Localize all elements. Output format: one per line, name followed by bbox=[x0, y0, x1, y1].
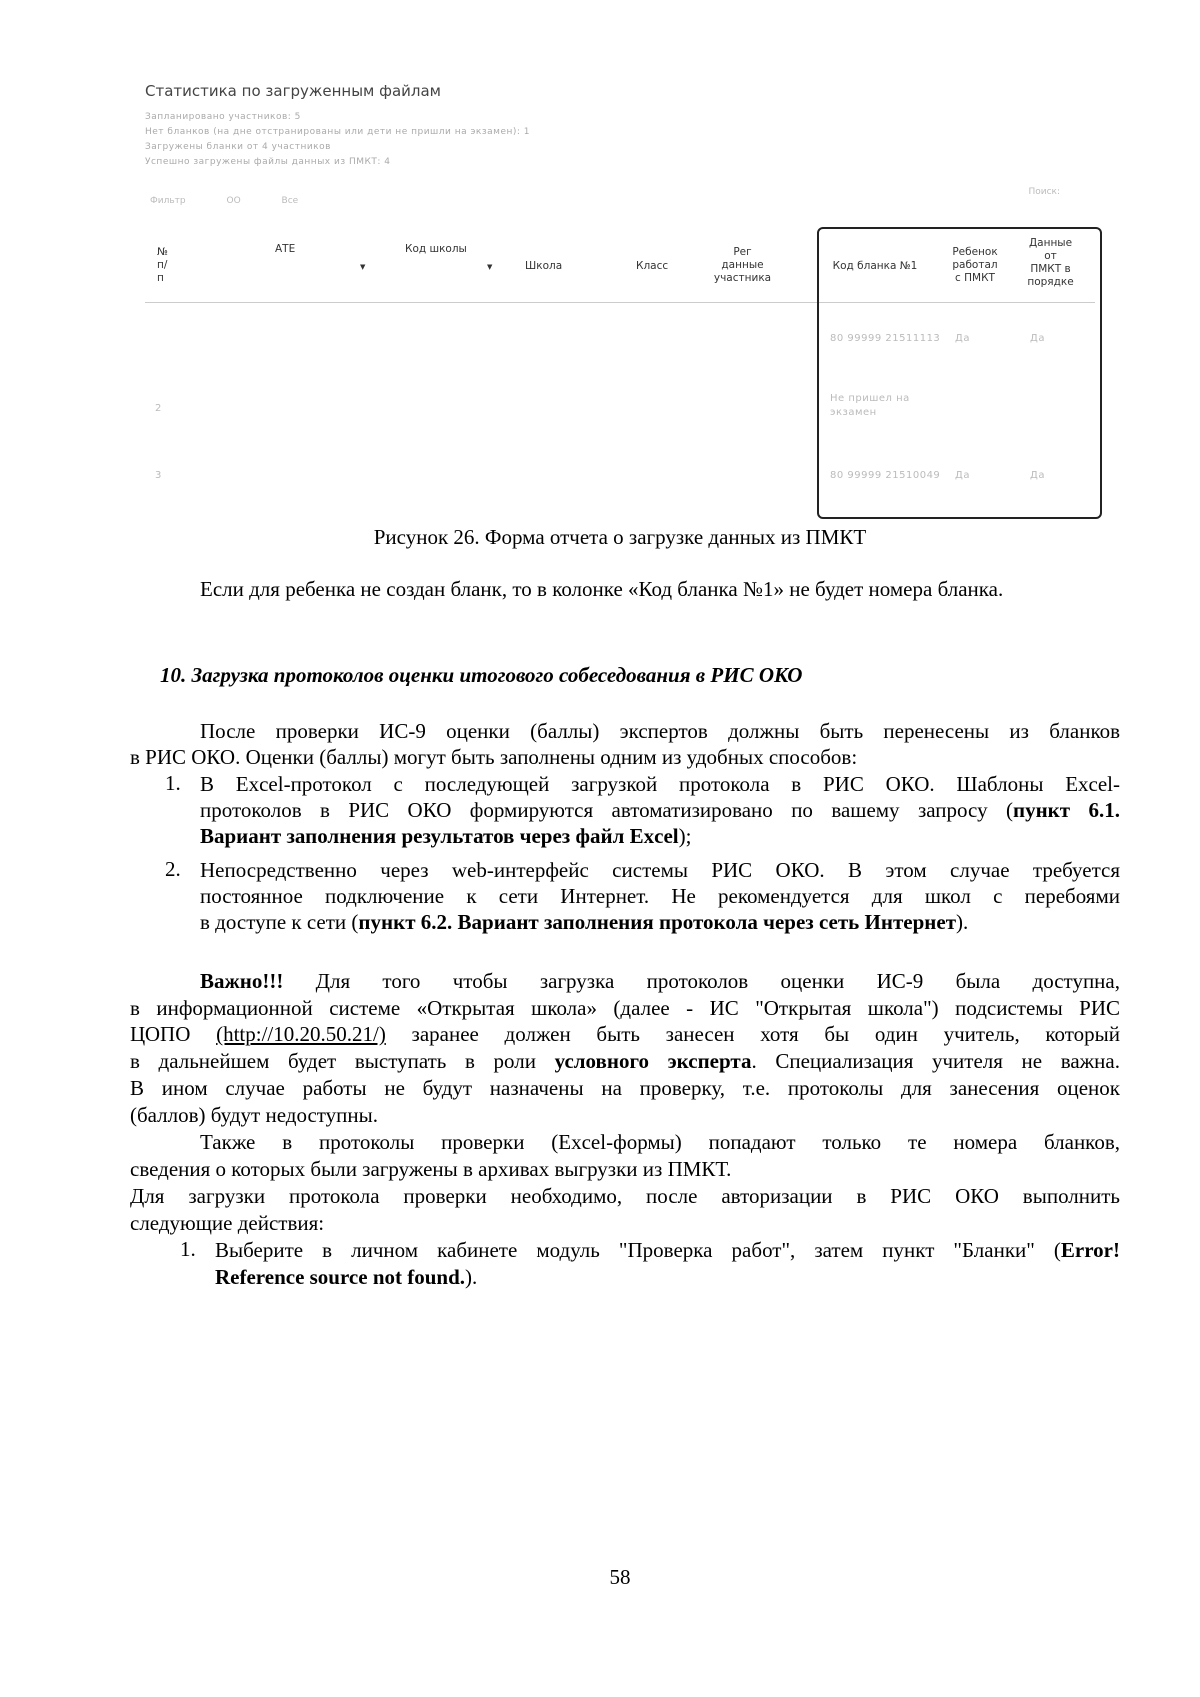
para-after-l1: После проверки ИС-9 оценки (баллы) экспертов должны быть перенесены из бланков bbox=[200, 719, 1120, 743]
list1-l2: протоколов в РИС ОКО формируются автоматизировано по вашему запросу (пункт 6.1. bbox=[200, 798, 1120, 822]
page-number: 58 bbox=[609, 1565, 631, 1589]
para-no-blank: Если для ребенка не создан бланк, то в колонке «Код бланка №1» не будет номера бланка. bbox=[200, 577, 1004, 601]
col-header-num[interactable]: № п/ п bbox=[157, 246, 168, 284]
step1-l1: Выберите в личном кабинете модуль "Проверка работ", затем пункт "Бланки" (Error! bbox=[215, 1238, 1120, 1262]
row3-blank-code: 80 99999 21510049 bbox=[830, 470, 941, 481]
row1-worked: Да bbox=[955, 333, 970, 344]
col-header-school-code[interactable]: Код школы bbox=[405, 243, 467, 255]
list2-l3: в доступе к сети (пункт 6.2. Вариант заполнения протокола через сеть Интернет). bbox=[200, 910, 969, 934]
row3-worked: Да bbox=[955, 470, 970, 481]
row2-num: 2 bbox=[155, 403, 162, 414]
stats-success: Успешно загружены файлы данных из ПМКТ: 4 bbox=[145, 157, 391, 167]
stats-title: Статистика по загруженным файлам bbox=[145, 82, 441, 100]
url-link[interactable]: (http://10.20.50.21/) bbox=[216, 1022, 386, 1046]
row3-data-ok: Да bbox=[1030, 470, 1045, 481]
report-screenshot bbox=[140, 70, 1100, 525]
stats-loaded: Загружены бланки от 4 участников bbox=[145, 142, 331, 152]
important-l3: ЦОПО (http://10.20.50.21/) заранее должен быть занесен хотя бы один учитель, который bbox=[130, 1022, 1121, 1046]
list2-l1: Непосредственно через web-интерфейс системы РИС ОКО. В этом случае требуется bbox=[200, 858, 1120, 882]
row1-data-ok: Да bbox=[1030, 333, 1045, 344]
step1-number: 1. bbox=[180, 1237, 196, 1261]
also-l2: сведения о которых были загружены в архивах выгрузки из ПМКТ. bbox=[130, 1157, 732, 1181]
filter-row bbox=[150, 196, 336, 206]
list1-l1: В Excel-протокол с последующей загрузкой протокола в РИС ОКО. Шаблоны Excel- bbox=[200, 772, 1120, 796]
col-header-child-worked[interactable]: Ребенок работал с ПМКТ bbox=[952, 246, 998, 284]
also-l1: Также в протоколы проверки (Excel-формы) попадают только те номера бланков, bbox=[200, 1130, 1120, 1154]
list2-l2: постоянное подключение к сети Интернет. Не рекомендуется для школ с перебоями bbox=[200, 884, 1120, 908]
important-l1: Важно!!! Для того чтобы загрузка протоколов оценки ИС-9 была доступна, bbox=[200, 969, 1120, 993]
highlight-box bbox=[817, 227, 1102, 519]
row2-blank-code-l1: Не пришел на bbox=[830, 393, 910, 404]
steps-intro-l2: следующие действия: bbox=[130, 1211, 325, 1235]
col-header-school[interactable]: Школа bbox=[525, 260, 563, 272]
steps-intro-l1: Для загрузки протокола проверки необходимо, после авторизации в РИС ОКО выполнить bbox=[130, 1184, 1120, 1208]
search-label: Поиск: bbox=[1028, 187, 1060, 197]
step1-l2: Reference source not found.). bbox=[215, 1265, 478, 1289]
col-header-blank-code[interactable]: Код бланка №1 bbox=[832, 260, 918, 272]
figure-caption: Рисунок 26. Форма отчета о загрузке данных из ПМКТ bbox=[373, 525, 867, 549]
sort-ate-icon[interactable]: ▼ bbox=[360, 263, 366, 271]
row1-blank-code: 80 99999 21511113 bbox=[830, 333, 941, 344]
stats-planned: Запланировано участников: 5 bbox=[145, 112, 301, 122]
filter-all[interactable]: Все bbox=[281, 196, 299, 206]
sort-school-code-icon[interactable]: ▼ bbox=[487, 263, 493, 271]
para-after-l2: в РИС ОКО. Оценки (баллы) могут быть заполнены одним из удобных способов: bbox=[130, 745, 858, 769]
row3-num: 3 bbox=[155, 470, 162, 481]
important-l6: (баллов) будут недоступны. bbox=[130, 1103, 379, 1127]
col-header-class[interactable]: Класс bbox=[636, 260, 669, 272]
col-header-reg[interactable]: Рег данные участника bbox=[713, 246, 772, 284]
list2-number: 2. bbox=[165, 857, 181, 881]
col-header-ate[interactable]: АТЕ bbox=[275, 243, 296, 255]
stats-no-blanks: Нет бланков (на дне отстранированы или дети не пришли на экзамен): 1 bbox=[145, 127, 531, 137]
list1-l3: Вариант заполнения результатов через файл Excel); bbox=[200, 824, 692, 848]
list1-number: 1. bbox=[165, 771, 181, 795]
filter-label: Фильтр bbox=[150, 196, 186, 206]
col-header-data-ok[interactable]: Данные от ПМКТ в порядке bbox=[1027, 237, 1074, 288]
filter-oo[interactable]: ОО bbox=[226, 196, 241, 206]
section-heading: 10. Загрузка протоколов оценки итогового собеседования в РИС ОКО bbox=[160, 663, 803, 687]
row2-blank-code-l2: экзамен bbox=[830, 407, 877, 418]
important-l2: в информационной системе «Открытая школа» (далее - ИС "Открытая школа") подсистемы РИС bbox=[130, 996, 1120, 1020]
important-l5: В ином случае работы не будут назначены на проверку, т.е. протоколы для занесения оценок bbox=[130, 1076, 1120, 1100]
important-l4: в дальнейшем будет выступать в роли условного эксперта. Специализация учителя не важна. bbox=[130, 1049, 1120, 1073]
